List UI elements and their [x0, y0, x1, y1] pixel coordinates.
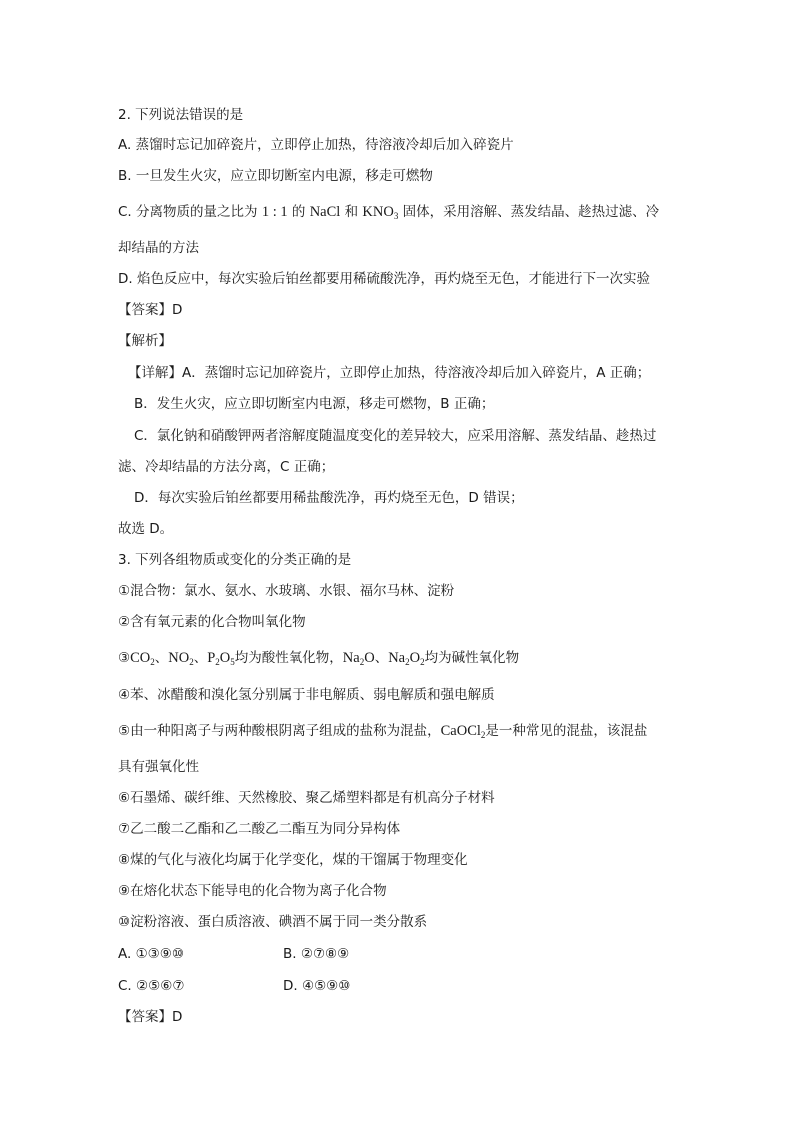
question-3-statement-8: ⑧煤的气化与液化均属于化学变化，煤的干馏属于物理变化 [118, 852, 468, 868]
separator: 、 [374, 650, 389, 666]
caocl2-subscript: 2 [480, 730, 486, 740]
question-2-detail-c-line2: 滤、冷却结晶的方法分离，C 正确； [118, 459, 335, 475]
question-2-conclusion: 故选 D。 [118, 521, 174, 537]
kno3-subscript: 3 [393, 211, 399, 221]
separator: 、 [154, 650, 169, 666]
statement-3-mid-text: 均为酸性氧化物， [234, 650, 343, 666]
question-2-detail-c: C．氯化钠和硝酸钾两者溶解度随温度变化的差异较大，应采用溶解、蒸发结晶、趁热过 [134, 428, 657, 444]
caocl2-formula [441, 723, 486, 739]
question-2-option-d: D. 焰色反应中，每次实验后铂丝都要用稀硫酸洗净，再灼烧至无色，才能进行下一次实验 [118, 271, 650, 287]
p2o5-o: O [219, 650, 231, 666]
question-2-option-a: A. 蒸馏时忘记加碎瓷片，立即停止加热，待溶液冷却后加入碎瓷片 [118, 137, 514, 153]
no2-formula [168, 650, 193, 666]
question-3-option-b: B. ②⑦⑧⑨ [283, 946, 350, 962]
question-3-statement-5 [118, 722, 647, 740]
question-3-stem: 3. 下列各组物质或变化的分类正确的是 [118, 552, 352, 568]
co2-subscript: 2 [150, 657, 155, 667]
p2o5-formula [207, 650, 235, 666]
question-2-detail-a: 【详解】A．蒸馏时忘记加碎瓷片，立即停止加热，待溶液冷却后加入碎瓷片，A 正确； [128, 365, 651, 381]
question-2-option-c [118, 203, 659, 221]
no2-subscript: 2 [189, 657, 194, 667]
na2o-subscript: 2 [359, 657, 365, 667]
na2o-o: O [364, 650, 375, 666]
question-2-stem: 2. 下列说法错误的是 [118, 107, 244, 123]
na2o-na: Na [342, 650, 360, 666]
question-2-answer: 【答案】D [118, 302, 183, 318]
na2o2-subscript-1: 2 [405, 657, 410, 667]
na2o2-formula [388, 650, 424, 666]
question-2-option-c-line2: 却结晶的方法 [118, 240, 199, 256]
option-c-text-2: 的 [287, 204, 310, 220]
question-3-statement-3 [118, 649, 519, 667]
question-2-analysis-label: 【解析】 [118, 333, 172, 349]
statement-3-number: ③ [118, 650, 131, 666]
p2o5-subscript-2: 5 [230, 657, 235, 667]
question-3-answer: 【答案】D [118, 1009, 183, 1025]
p2o5-subscript-1: 2 [215, 657, 220, 667]
option-c-text-1: C. 分离物质的量之比为 [118, 204, 262, 220]
question-3-statement-4: ④苯、冰醋酸和溴化氢分别属于非电解质、弱电解质和强电解质 [118, 687, 495, 703]
statement-3-tail-text: 均为碱性氧化物 [424, 650, 520, 666]
question-2-detail-d: D．每次实验后铂丝都要用稀盐酸洗净，再灼烧至无色，D 错误； [134, 490, 524, 506]
question-3-statement-2: ②含有氧元素的化合物叫氧化物 [118, 614, 306, 630]
option-c-text-4: 固体，采用溶解、蒸发结晶、趁热过滤、冷 [398, 204, 660, 220]
statement-5-text-2: 是一种常见的混盐，该混盐 [485, 723, 648, 739]
co2-formula [130, 650, 155, 666]
question-2-option-b: B. 一旦发生火灾，应立即切断室内电源，移走可燃物 [118, 168, 433, 184]
kno3-formula [362, 204, 398, 220]
nacl-formula: NaCl [309, 204, 341, 220]
kno3-main: KNO [362, 204, 394, 220]
na2o2-subscript-2: 2 [420, 657, 425, 667]
question-3-statement-5-line2: 具有强氧化性 [118, 759, 199, 775]
question-3-statement-6: ⑥石墨烯、碳纤维、天然橡胶、聚乙烯塑料都是有机高分子材料 [118, 790, 495, 806]
option-c-ratio: 1 : 1 [261, 204, 288, 220]
p2o5-p: P [207, 650, 216, 666]
statement-5-text-1: ⑤由一种阳离子与两种酸根阴离子组成的盐称为混盐， [118, 723, 441, 739]
question-2-detail-b: B．发生火灾，应立即切断室内电源，移走可燃物，B 正确； [134, 396, 495, 412]
caocl2-main: CaOCl [440, 723, 481, 739]
question-3-option-a: A. ①③⑨⑩ [118, 946, 184, 962]
question-3-statement-7: ⑦乙二酸二乙酯和乙二酸乙二酯互为同分异构体 [118, 821, 401, 837]
question-3-option-c: C. ②⑤⑥⑦ [118, 978, 185, 994]
question-3-statement-1: ①混合物：氯水、氨水、水玻璃、水银、福尔马林、淀粉 [118, 583, 455, 599]
na2o2-o: O [409, 650, 421, 666]
no2-main: NO [168, 650, 190, 666]
question-3-statement-10: ⑩淀粉溶液、蛋白质溶液、碘酒不属于同一类分散系 [118, 914, 428, 930]
na2o-formula [343, 650, 375, 666]
na2o2-na: Na [388, 650, 406, 666]
question-3-option-d: D. ④⑤⑨⑩ [283, 978, 351, 994]
co2-main: CO [130, 650, 151, 666]
option-c-text-3: 和 [340, 204, 363, 220]
question-3-statement-9: ⑨在熔化状态下能导电的化合物为离子化合物 [118, 883, 387, 899]
separator: 、 [193, 650, 208, 666]
